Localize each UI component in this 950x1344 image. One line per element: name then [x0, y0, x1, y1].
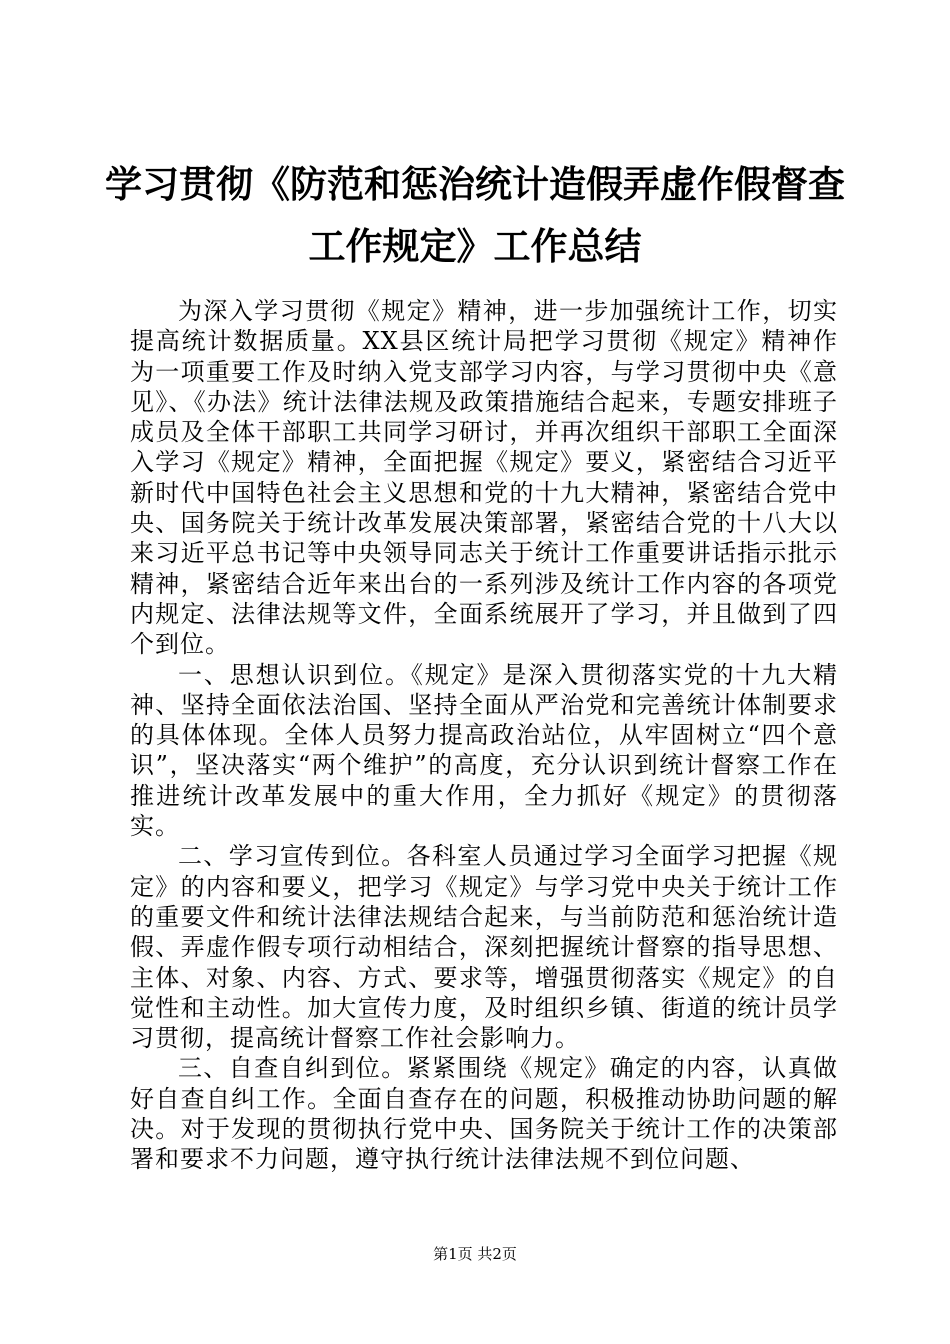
paragraph-section-1: 一、思想认识到位。《规定》是深入贯彻落实党的十九大精神、坚持全面依法治国、坚持全面从严治党和完善统计体制要求的具体体现。全体人员努力提高政治站位，从牢固树立“四个意识”，坚决落实“两个维护”的高度，充分认识到统计督察工作在推进统计改革发展中的重大作用，全力抓好《规定》的贯彻落实。	[130, 660, 838, 841]
document-title-line-1: 学习贯彻《防范和惩治统计造假弄虚作假督查	[105, 162, 845, 206]
document-title-line-2: 工作规定》工作总结	[308, 224, 642, 268]
paragraph-intro: 为深入学习贯彻《规定》精神，进一步加强统计工作，切实提高统计数据质量。XX县区统计局把学习贯彻《规定》精神作为一项重要工作及时纳入党支部学习内容，与学习贯彻中央《意见》、《办法》统计法律法规及政策措施结合起来，专题安排班子成员及全体干部职工共同学习研讨，并再次组织干部职工全面深入学习《规定》精神，全面把握《规定》要义，紧密结合习近平新时代中国特色社会主义思想和党的十九大精神，紧密结合党中央、国务院关于统计改革发展决策部署，紧密结合党的十八大以来习近平总书记等中央领导同志关于统计工作重要讲话指示批示精神，紧密结合近年来出台的一系列涉及统计工作内容的各项党内规定、法律法规等文件，全面系统展开了学习，并且做到了四个到位。	[130, 297, 838, 659]
paragraph-section-3: 三、自查自纠到位。紧紧围绕《规定》确定的内容，认真做好自查自纠工作。全面自查存在的问题，积极推动协助问题的解决。对于发现的贯彻执行党中央、国务院关于统计工作的决策部署和要求不力问题，遵守执行统计法律法规不到位问题、	[130, 1054, 838, 1174]
paragraph-section-2: 二、学习宣传到位。各科室人员通过学习全面学习把握《规定》的内容和要义，把学习《规定》与学习党中央关于统计工作的重要文件和统计法律法规结合起来，与当前防范和惩治统计造假、弄虚作假专项行动相结合，深刻把握统计督察的指导思想、主体、对象、内容、方式、要求等，增强贯彻落实《规定》的自觉性和主动性。加大宣传力度，及时组织乡镇、街道的统计员学习贯彻，提高统计督察工作社会影响力。	[130, 842, 838, 1053]
page-number-footer: 第1页 共2页	[433, 1245, 517, 1263]
document-body	[130, 296, 838, 1175]
